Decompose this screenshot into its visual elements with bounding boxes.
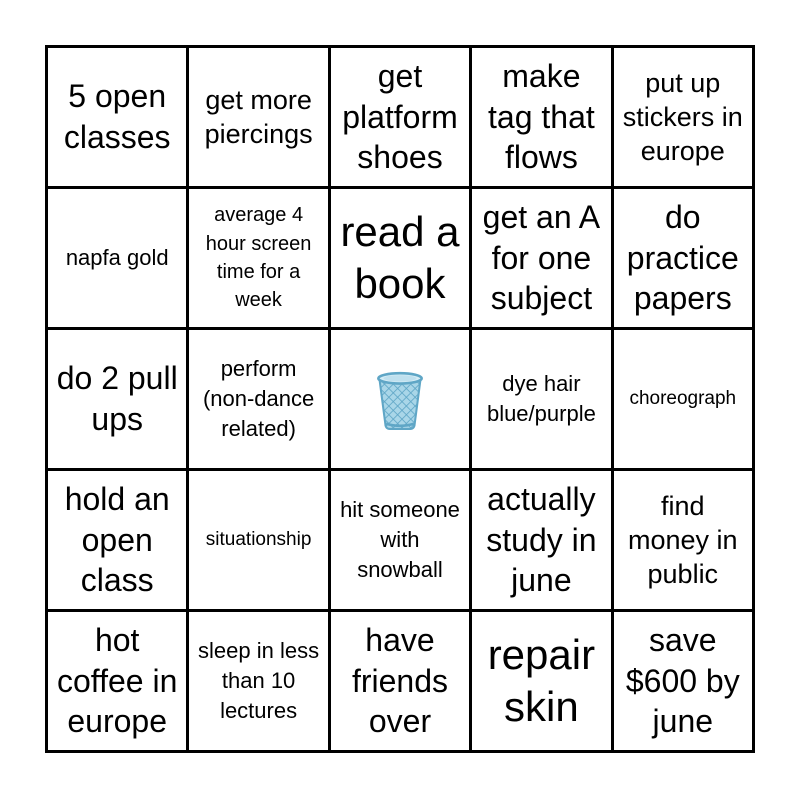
bingo-cell-text: read a book	[340, 207, 460, 307]
bingo-cell-text: put up stickers in europe	[622, 67, 743, 167]
bingo-cell-2[interactable]	[189, 48, 327, 186]
bingo-cell-12[interactable]	[189, 330, 327, 468]
bingo-cell-text: choreograph	[629, 388, 737, 410]
bingo-cell-10[interactable]	[614, 189, 752, 327]
bingo-cell-15[interactable]	[614, 330, 752, 468]
bingo-cell-16[interactable]	[48, 471, 186, 609]
bingo-cell-11[interactable]	[48, 330, 186, 468]
bingo-cell-text: hot coffee in europe	[57, 622, 178, 740]
bingo-cell-text: average 4 hour screen time for a week	[205, 204, 312, 312]
bingo-cell-text: napfa gold	[65, 245, 169, 271]
bingo-cell-text: perform (non-dance related)	[202, 356, 315, 441]
bingo-cell-text: sleep in less than 10 lectures	[198, 638, 320, 723]
bingo-cell-text: 5 open classes	[63, 78, 171, 155]
bingo-cell-20[interactable]	[614, 471, 752, 609]
bingo-cell-6[interactable]	[48, 189, 186, 327]
bingo-cell-3[interactable]	[331, 48, 469, 186]
bingo-cell-text: save $600 by june	[625, 622, 740, 740]
bingo-cell-text: hold an open class	[64, 481, 170, 599]
bingo-cell-text: get an A for one subject	[482, 199, 601, 317]
bingo-cell-5[interactable]	[614, 48, 752, 186]
bingo-cell-1[interactable]	[48, 48, 186, 186]
bingo-cell-text: have friends over	[351, 622, 449, 740]
bingo-cell-21[interactable]	[48, 612, 186, 750]
bingo-cell-text: hit someone with snowball	[340, 497, 460, 582]
bingo-cell-18[interactable]	[331, 471, 469, 609]
bingo-cell-24[interactable]	[472, 612, 610, 750]
bingo-cell-text: do 2 pull ups	[56, 360, 178, 437]
bingo-cell-9[interactable]	[472, 189, 610, 327]
bingo-cell-text: do practice papers	[626, 199, 739, 317]
bingo-cell-25[interactable]	[614, 612, 752, 750]
bingo-board	[45, 45, 755, 753]
bingo-cell-23[interactable]	[331, 612, 469, 750]
bingo-cell-22[interactable]	[189, 612, 327, 750]
bingo-cell-text: get more piercings	[204, 84, 313, 149]
bingo-cell-19[interactable]	[472, 471, 610, 609]
bingo-cell-text: make tag that flows	[488, 58, 595, 176]
bingo-cell-text: dye hair blue/purple	[486, 371, 596, 426]
bingo-cell-text: actually study in june	[486, 481, 597, 599]
bingo-cell-8[interactable]	[331, 189, 469, 327]
bingo-cell-text: get platform shoes	[342, 58, 458, 176]
bingo-cell-text: find money in public	[628, 490, 738, 590]
bingo-cell-14[interactable]	[472, 330, 610, 468]
bingo-cell-4[interactable]	[472, 48, 610, 186]
wastebasket-icon	[367, 366, 433, 432]
bingo-cell-text: repair skin	[487, 630, 596, 730]
bingo-cell-7[interactable]	[189, 189, 327, 327]
bingo-free-space[interactable]	[331, 330, 469, 468]
bingo-cell-17[interactable]	[189, 471, 327, 609]
bingo-cell-text: situationship	[205, 529, 312, 551]
